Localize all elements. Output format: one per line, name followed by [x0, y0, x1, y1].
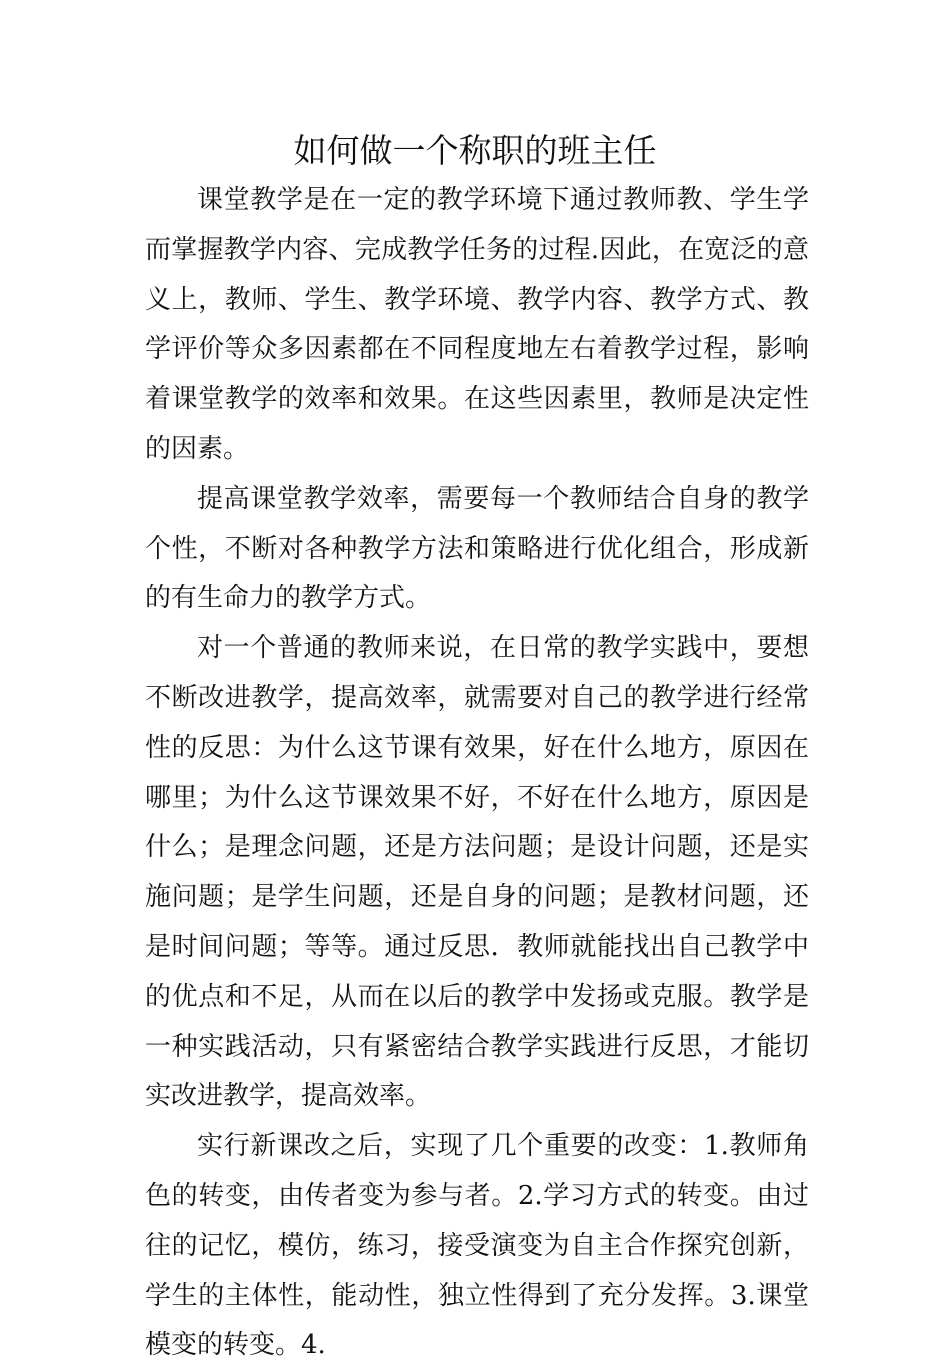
paragraph-3: 对一个普通的教师来说，在日常的教学实践中，要想不断改进教学，提高效率，就需要对自己的教学进行经常性的反思：为什么这节课有效果，好在什么地方，原因在哪里；为什么这节课效果不好，不好在什么地方，原因是什么；是理念问题，还是方法问题；是设计问题，还是实施问题；是学生问题，还是自身的问题；是教材问题，还是时间问题；等等。通过反思．教师就能找出自己教学中的优点和不足，从而在以后的教学中发扬或克服。教学是一种实践活动，只有紧密结合教学实践进行反思，才能切实改进教学，提高效率。	[145, 633, 809, 1112]
document-title: 如何做一个称职的班主任	[293, 131, 657, 170]
paragraph-2: 提高课堂教学效率，需要每一个教师结合自身的教学个性，不断对各种教学方法和策略进行优化组合，形成新的有生命力的教学方式。	[145, 483, 809, 614]
paragraph-1: 课堂教学是在一定的教学环境下通过教师教、学生学而掌握教学内容、完成教学任务的过程.因此，在宽泛的意义上，教师、学生、教学环境、教学内容、教学方式、教学评价等众多因素都在不同程度地左右着教学过程，影响着课堂教学的效率和效果。在这些因素里，教师是决定性的因素。	[145, 185, 809, 464]
paragraph-4: 实行新课改之后，实现了几个重要的改变：1.教师角色的转变，由传者变为参与者。2.学习方式的转变。由过往的记忆，模仿，练习，接受演变为自主合作探究创新，学生的主体性，能动性，独立性得到了充分发挥。3.课堂模变的转变。4.	[145, 1131, 809, 1361]
document-body	[145, 176, 809, 1371]
